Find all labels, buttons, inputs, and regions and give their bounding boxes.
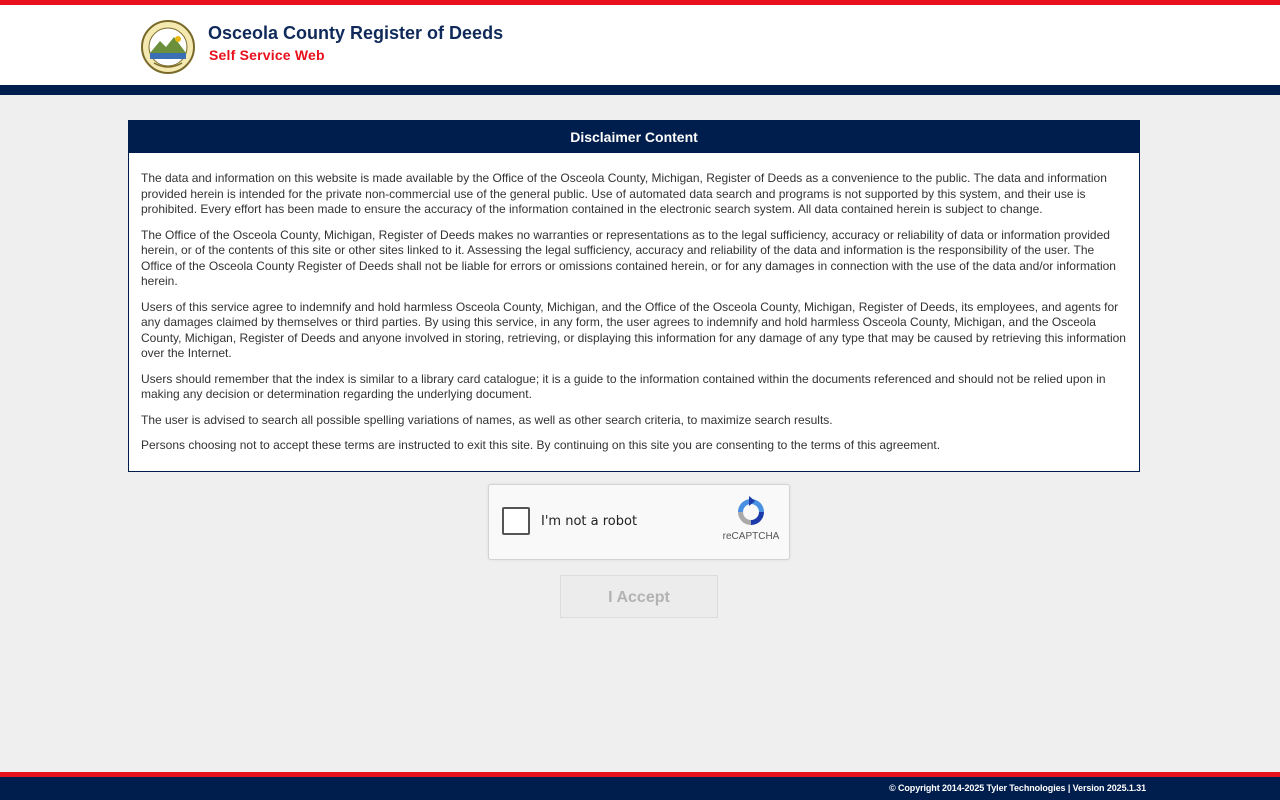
site-title: Osceola County Register of Deeds — [208, 23, 504, 43]
recaptcha-widget — [488, 484, 790, 560]
site-subtitle: Self Service Web — [209, 47, 325, 63]
disclaimer-title: Disclaimer Content — [129, 121, 1139, 153]
copyright-text: © Copyright 2014-2025 Tyler Technologies | Version 2025.1.31 — [889, 783, 1146, 793]
site-header — [0, 5, 1280, 85]
disclaimer-paragraph: The Office of the Osceola County, Michigan, Register of Deeds makes no warranties or representations as to the legal sufficiency, accuracy or reliability of data or information provided herein, or of the contents of this site or other sites linked to it. Assessing the legal sufficiency, accuracy and reliability of the data and information is the responsibility of the user. The Office of the Osceola County Register of Deeds shall not be liable for errors or omissions contained herein, or for any damages in connection with the use of the data and/or information herein. — [141, 227, 1116, 288]
recaptcha-logo-icon — [735, 496, 767, 528]
recaptcha-label: I'm not a robot — [541, 514, 638, 529]
recaptcha-checkbox[interactable] — [502, 507, 530, 535]
disclaimer-paragraph: The data and information on this website is made available by the Office of the Osceola County, Michigan, Register of Deeds as a convenience to the public. The data and information provided herein is intended for the private non-commercial use of the general public. Use of automated data search and programs is not supported by this system, and their use is prohibited. Every effort has been made to ensure the accuracy of the information contained in the electronic search system. All data contained herein is subject to change. — [141, 171, 1107, 216]
disclaimer-paragraph: Persons choosing not to accept these terms are instructed to exit this site. By continuing on this site you are consenting to the terms of this agreement. — [141, 438, 941, 452]
recaptcha-brand: reCAPTCHA — [722, 531, 780, 542]
header-divider-bar — [0, 85, 1280, 95]
disclaimer-paragraph: Users should remember that the index is similar to a library card catalogue; it is a guide to the information contained within the documents referenced and should not be relied upon in making any decision or determination regarding the underlying document. — [141, 371, 1106, 401]
disclaimer-body — [129, 153, 1139, 454]
disclaimer-paragraph: The user is advised to search all possible spelling variations of names, as well as other search criteria, to maximize search results. — [141, 412, 833, 427]
county-seal-icon — [138, 19, 198, 75]
site-footer — [0, 777, 1280, 800]
accept-button[interactable]: I Accept — [560, 575, 718, 618]
disclaimer-panel — [128, 120, 1140, 472]
disclaimer-paragraph: Users of this service agree to indemnify and hold harmless Osceola County, Michigan, and the Office of the Osceola County, Michigan, Register of Deeds, its employees, and agents for any damages claimed by themselves or third parties. By using this service, in any form, the user agrees to indemnify and hold harmless Osceola County, Michigan, and the Osceola County, Michigan, Register of Deeds and anyone involved in storing, retrieving, or displaying this information for any damage of any type that may be caused by retrieving this information over the Internet. — [141, 299, 1126, 360]
